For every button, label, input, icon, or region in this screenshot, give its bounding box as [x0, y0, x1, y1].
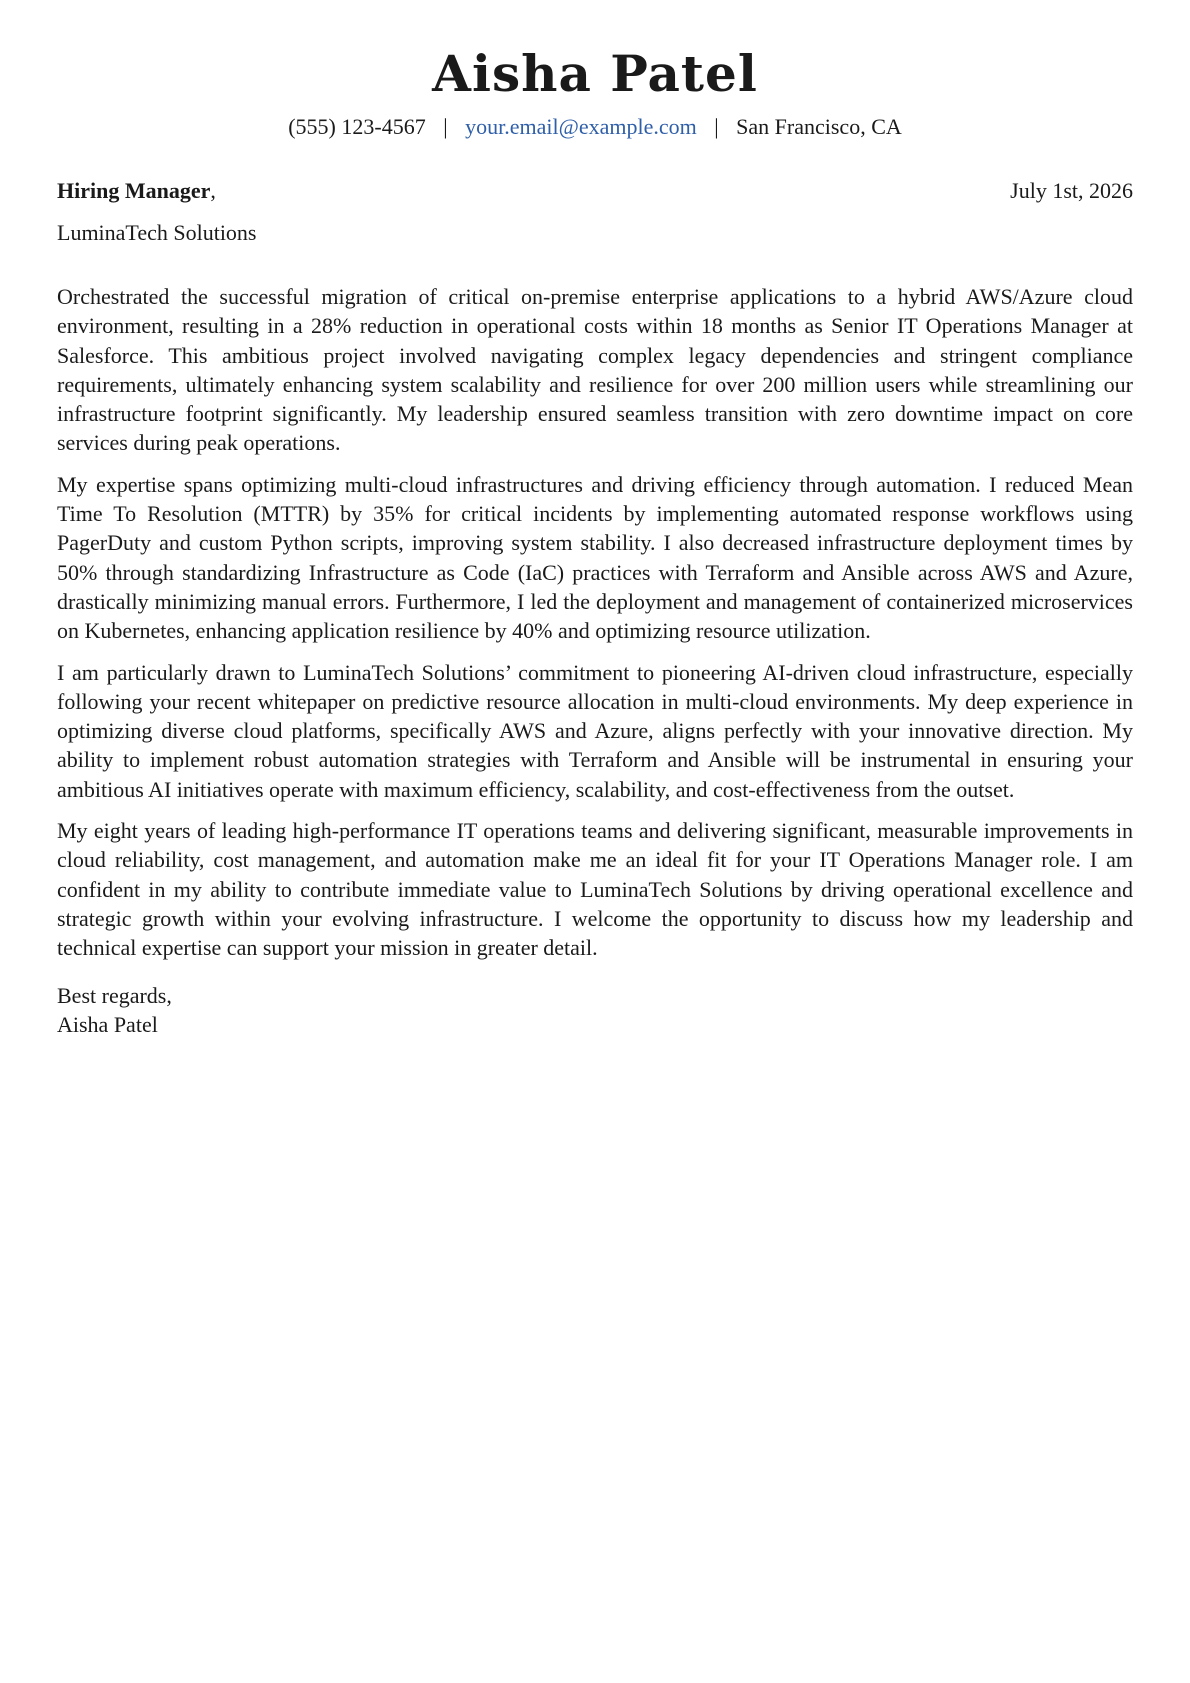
phone-number: (555) 123-4567 — [288, 114, 426, 139]
cover-letter-page — [57, 40, 1133, 1039]
closing-salutation: Best regards, — [57, 982, 172, 1008]
letter-closing — [57, 981, 1133, 1040]
email-link[interactable]: your.email@example.com — [465, 114, 697, 139]
closing-signature: Aisha Patel — [57, 1011, 158, 1037]
location: San Francisco, CA — [736, 114, 902, 139]
body-paragraph: My expertise spans optimizing multi-cloud infrastructures and driving efficiency through automation. I reduced Mean Time To Resolution (MTTR) by 35% for critical incidents by implementing automated response workflows using PagerDuty and custom Python scripts, improving system stability. I also decreased infrastructure deployment times by 50% through standardizing Infrastructure as Code (IaC) practices with Terraform and Ansible across AWS and Azure, drastically minimizing manual errors. Furthermore, I led the deployment and management of containerized microservices on Kubernetes, enhancing application resilience by 40% and optimizing resource utilization. — [57, 471, 1133, 644]
recipient-greeting — [57, 176, 216, 206]
recipient-company: LuminaTech Solutions — [57, 220, 257, 245]
letter-date: July 1st, 2026 — [1010, 178, 1133, 203]
contact-separator: | — [443, 114, 448, 139]
contact-line — [57, 112, 1133, 142]
body-paragraph: My eight years of leading high-performance IT operations teams and delivering significant, measurable improvements in cloud reliability, cost management, and automation make me an ideal fit for your IT Operations Manager role. I am confident in my ability to contribute immediate value to LuminaTech Solutions by driving operational excellence and strategic growth within your evolving infrastructure. I welcome the opportunity to discuss how my leadership and technical expertise can support your mission in greater detail. — [57, 818, 1133, 961]
letter-body — [57, 282, 1133, 963]
body-paragraph: Orchestrated the successful migration of critical on-premise enterprise applications to a hybrid AWS/Azure cloud environment, resulting in a 28% reduction in operational costs within 18 months as Senior IT Operations Manager at Salesforce. This ambitious project involved navigating complex legacy dependencies and stringent compliance requirements, ultimately enhancing system scalability and resilience for over 200 million users while streamlining our infrastructure footprint significantly. My leadership ensured seamless transition with zero downtime impact on core services during peak operations. — [57, 284, 1133, 456]
contact-separator: | — [714, 114, 719, 139]
recipient-row — [57, 176, 1133, 206]
body-paragraph: I am particularly drawn to LuminaTech Solutions’ commitment to pioneering AI-driven cloud infrastructure, especially following your recent whitepaper on predictive resource allocation in multi-cloud environments. My deep experience in optimizing diverse cloud platforms, specifically AWS and Azure, aligns perfectly with your innovative direction. My ability to implement robust automation strategies with Terraform and Ansible will be instrumental in ensuring your ambitious AI initiatives operate with maximum efficiency, scalability, and cost-effectiveness from the outset. — [57, 659, 1133, 802]
recipient-title: Hiring Manager — [57, 178, 211, 203]
applicant-name: Aisha Patel — [432, 44, 758, 103]
recipient-title-suffix: , — [210, 178, 216, 203]
